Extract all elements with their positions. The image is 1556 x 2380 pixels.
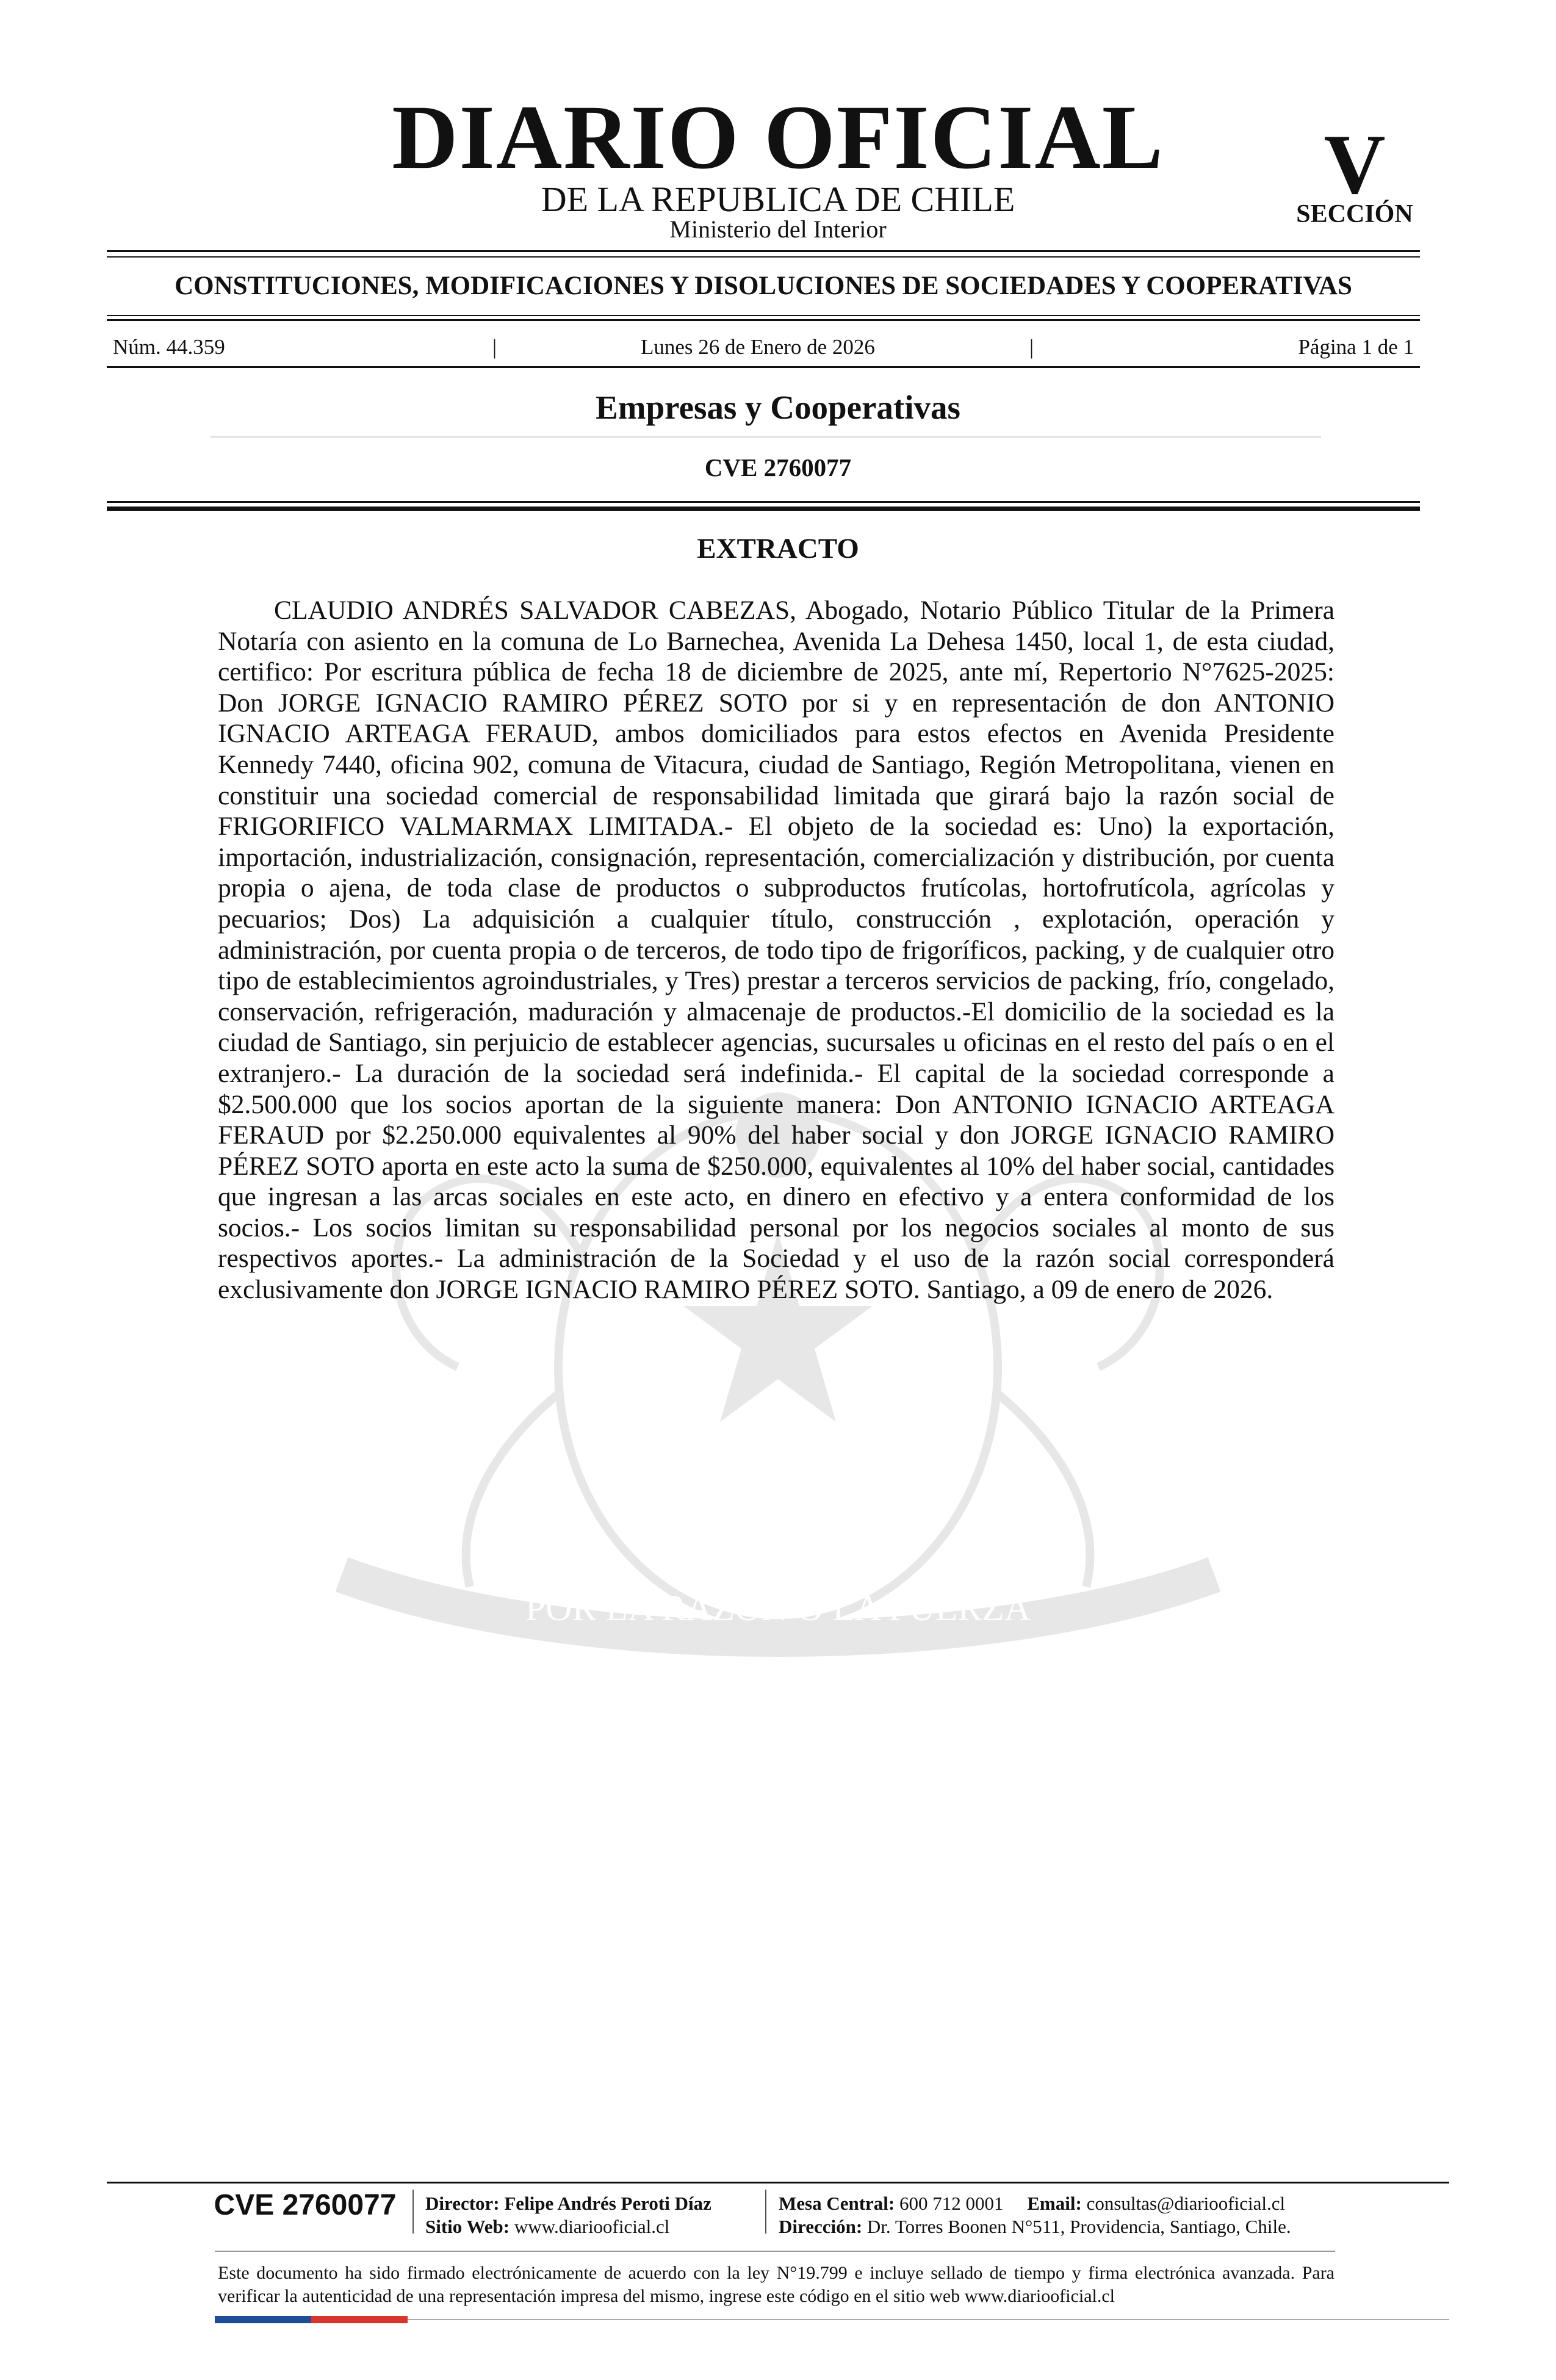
category-rule-bottom-1: [107, 315, 1420, 316]
header-rule-top-2: [107, 256, 1420, 258]
footer-contact: [779, 2192, 1285, 2215]
address-label: Dirección:: [779, 2216, 863, 2237]
issue-page: Página 1 de 1: [1298, 335, 1414, 359]
header-rule-top-1: [107, 250, 1420, 252]
issue-separator: |: [492, 335, 497, 359]
section-letter: V: [1324, 117, 1386, 212]
masthead-title: DIARIO OFICIAL: [392, 87, 1164, 188]
watermark-motto: POR LA RAZON O LA FUERZA: [525, 1588, 1031, 1628]
footer-cve-code: CVE 2760077: [214, 2189, 397, 2221]
cve-rule-1: [107, 501, 1420, 503]
footer-separator: [412, 2190, 414, 2234]
issue-separator: |: [1029, 335, 1034, 359]
footer-legal-notice: Este documento ha sido firmado electrónicamente de acuerdo con la ley N°19.799 e incluye sellado de tiempo y firma electrónica avanzada. Para verificar la autenticidad de una representación impresa del mismo, ingrese este código en el sitio web www.diariooficial.cl: [218, 2263, 1334, 2306]
director-label: Director:: [425, 2193, 500, 2214]
document-body: CLAUDIO ANDRÉS SALVADOR CABEZAS, Abogado, Notario Público Titular de la Primera Notaría con asiento en la comuna de Lo Barnechea, Avenida La Dehesa 1450, local 1, de esta ciudad, certifico: Por escritura pública de fecha 18 de diciembre de 2025, ante mí, Repertorio N°7625-2025: Don JORGE IGNACIO RAMIRO PÉREZ SOTO por si y en representación de don ANTONIO IGNACIO ARTEAGA FERAUD, ambos domiciliados para estos efectos en Avenida Presidente Kennedy 7440, oficina 902, comuna de Vitacura, ciudad de Santiago, Región Metropolitana, vienen en constituir una sociedad comercial de responsabilidad limitada que girará bajo la razón social de FRIGORIFICO VALMARMAX LIMITADA.- El objeto de la sociedad es: Uno) la exportación, importación, industrialización, consignación, representación, comercialización y distribución, por cuenta propia o ajena, de toda clase de productos o subproductos frutícolas, hortofrutícola, agrícolas y pecuarios; Dos) La adquisición a cualquier título, construcción , explotación, operación y administración, por cuenta propia o de terceros, de todo tipo de frigoríficos, packing, y de cualquier otro tipo de establecimientos agroindustriales, y Tres) prestar a terceros servicios de packing, frío, congelado, conservación, refrigeración, maduración y almacenaje de productos.-El domicilio de la sociedad es la ciudad de Santiago, sin perjuicio de establecer agencias, sucursales u oficinas en el resto del país o en el extranjero.- La duración de la sociedad será indefinida.- El capital de la sociedad corresponde a $2.500.000 que los socios aportan de la siguiente manera: Don ANTONIO IGNACIO ARTEAGA FERAUD por $2.250.000 equivalentes al 90% del haber social y don JORGE IGNACIO RAMIRO PÉREZ SOTO aporta en este acto la suma de $250.000, equivalentes al 10% del haber social, cantidades que ingresan a las arcas sociales en este acto, en dinero en efectivo y a entera conformidad de los socios.- Los socios limitan su responsabilidad personal por los negocios sociales al monto de sus respectivos aportes.- La administración de la Sociedad y el uso de la razón social corresponderá exclusivamente don JORGE IGNACIO RAMIRO PÉREZ SOTO. Santiago, a 09 de enero de 2026.: [218, 596, 1334, 1305]
footer-divider: [215, 2251, 1335, 2252]
website-label: Sitio Web:: [425, 2216, 510, 2237]
flag-stripe-blue: [215, 2316, 311, 2323]
issue-rule-bottom: [107, 366, 1420, 368]
masthead-subtitle: DE LA REPUBLICA DE CHILE: [541, 179, 1015, 219]
issue-number: Núm. 44.359: [113, 335, 225, 359]
address-value: Dr. Torres Boonen N°511, Providencia, Santiago, Chile.: [866, 2216, 1291, 2237]
footer-separator: [765, 2190, 766, 2234]
cve-code: CVE 2760077: [704, 453, 852, 481]
section-name: Empresas y Cooperativas: [596, 389, 960, 426]
footer-rule-top: [107, 2182, 1449, 2183]
director-value: Felipe Andrés Peroti Díaz: [504, 2193, 711, 2214]
cve-rule-2: [107, 507, 1420, 511]
help-value: 600 712 0001: [899, 2193, 1004, 2214]
flag-stripe-red: [311, 2316, 408, 2323]
category-rule-bottom-2: [107, 319, 1420, 321]
issue-bar: [107, 333, 1420, 361]
email-link[interactable]: consultas@diariooficial.cl: [1086, 2193, 1286, 2214]
section-divider: [211, 436, 1321, 438]
footer-rule-bottom: [408, 2319, 1449, 2320]
footer-director: [425, 2192, 711, 2215]
footer-website: [425, 2215, 669, 2238]
masthead-ministry: Ministerio del Interior: [669, 215, 887, 243]
section-word: SECCIÓN: [1296, 200, 1413, 228]
website-link[interactable]: www.diariooficial.cl: [514, 2216, 670, 2237]
footer-address: [779, 2215, 1291, 2238]
document-title: EXTRACTO: [697, 533, 859, 564]
issue-date: Lunes 26 de Enero de 2026: [641, 335, 875, 359]
email-label: Email:: [1027, 2193, 1082, 2214]
help-label: Mesa Central:: [779, 2193, 895, 2214]
category-title: CONSTITUCIONES, MODIFICACIONES Y DISOLUCIONES DE SOCIEDADES Y COOPERATIVAS: [175, 272, 1352, 300]
